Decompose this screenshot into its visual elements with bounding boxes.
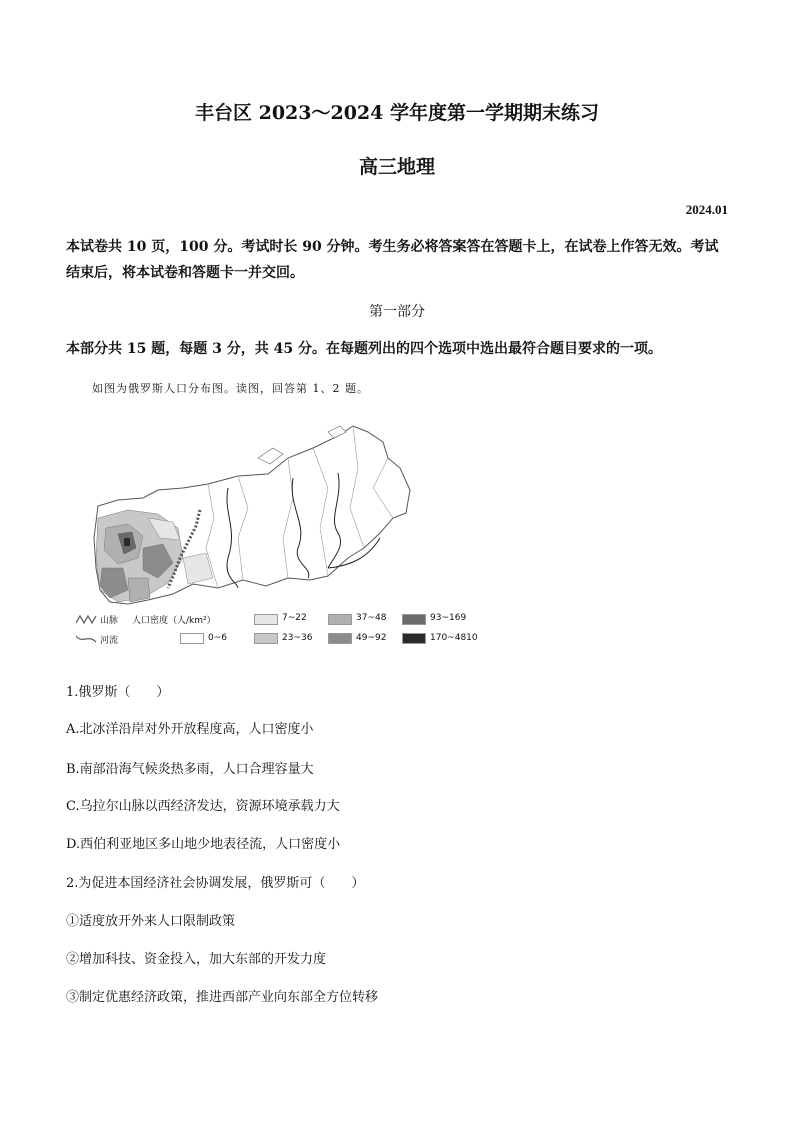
legend-density-title: 人口密度（人/km²）: [132, 616, 216, 626]
question-1-option-c: C.乌拉尔山脉以西经济发达，资源环境承载力大: [66, 799, 340, 814]
mountain-icon: [76, 614, 98, 624]
legend-mountain-label: 山脉: [100, 616, 119, 626]
legend-class-label: 49~92: [356, 633, 387, 643]
figure-caption: 如图为俄罗斯人口分布图。读图，回答第 1、2 题。: [92, 382, 369, 395]
legend-swatch-0-6: [180, 633, 204, 644]
density-patch: [128, 578, 150, 602]
legend-class-label: 93~169: [430, 613, 467, 623]
question-1-option-b: B.南部沿海气候炎热多雨，人口合理容量大: [66, 762, 314, 777]
legend-class-label: 0~6: [208, 633, 227, 643]
russia-population-map: [88, 418, 418, 613]
question-1-stem: 1.俄罗斯（ ）: [66, 685, 170, 700]
legend-swatch-49-92: [328, 633, 352, 644]
exam-date: 2024.01: [685, 202, 728, 217]
legend-class-label: 23~36: [282, 633, 313, 643]
question-2-statement-3: ③制定优惠经济政策，推进西部产业向东部全方位转移: [66, 990, 379, 1005]
legend-class-label: 170~4810: [430, 633, 478, 643]
legend-class-label: 7~22: [282, 613, 307, 623]
part-description: 本部分共 15 题，每题 3 分，共 45 分。在每题列出的四个选项中选出最符合题目要求的一项。: [66, 341, 662, 357]
exam-title: 丰台区 2023～2024 学年度第一学期期末练习: [195, 102, 599, 124]
legend-swatch-93-169: [402, 614, 426, 625]
island: [258, 448, 283, 464]
map-legend: [72, 612, 492, 652]
exam-instructions: 本试卷共 10 页，100 分。考试时长 90 分钟。考生务必将答案答在答题卡上，在试卷上作答无效。考试结束后，将本试卷和答题卡一并交回。: [66, 239, 719, 281]
river-icon: [76, 634, 98, 644]
question-1-option-d: D.西伯利亚地区多山地少地表径流，人口密度小: [66, 837, 341, 852]
question-2-statement-2: ②增加科技、资金投入，加大东部的开发力度: [66, 952, 327, 967]
density-patch: [124, 538, 130, 546]
exam-subject: 高三地理: [358, 156, 435, 178]
legend-swatch-7-22: [254, 614, 278, 625]
legend-swatch-23-36: [254, 633, 278, 644]
legend-river-label: 河流: [100, 636, 119, 646]
question-2-stem: 2.为促进本国经济社会协调发展，俄罗斯可（ ）: [66, 876, 365, 891]
legend-swatch-37-48: [328, 614, 352, 625]
question-2-statement-1: ①适度放开外来人口限制政策: [66, 914, 236, 929]
legend-class-label: 37~48: [356, 613, 387, 623]
legend-swatch-170-4810: [402, 633, 426, 644]
question-1-option-a: A.北冰洋沿岸对外开放程度高，人口密度小: [66, 722, 314, 737]
part-title: 第一部分: [369, 304, 425, 320]
